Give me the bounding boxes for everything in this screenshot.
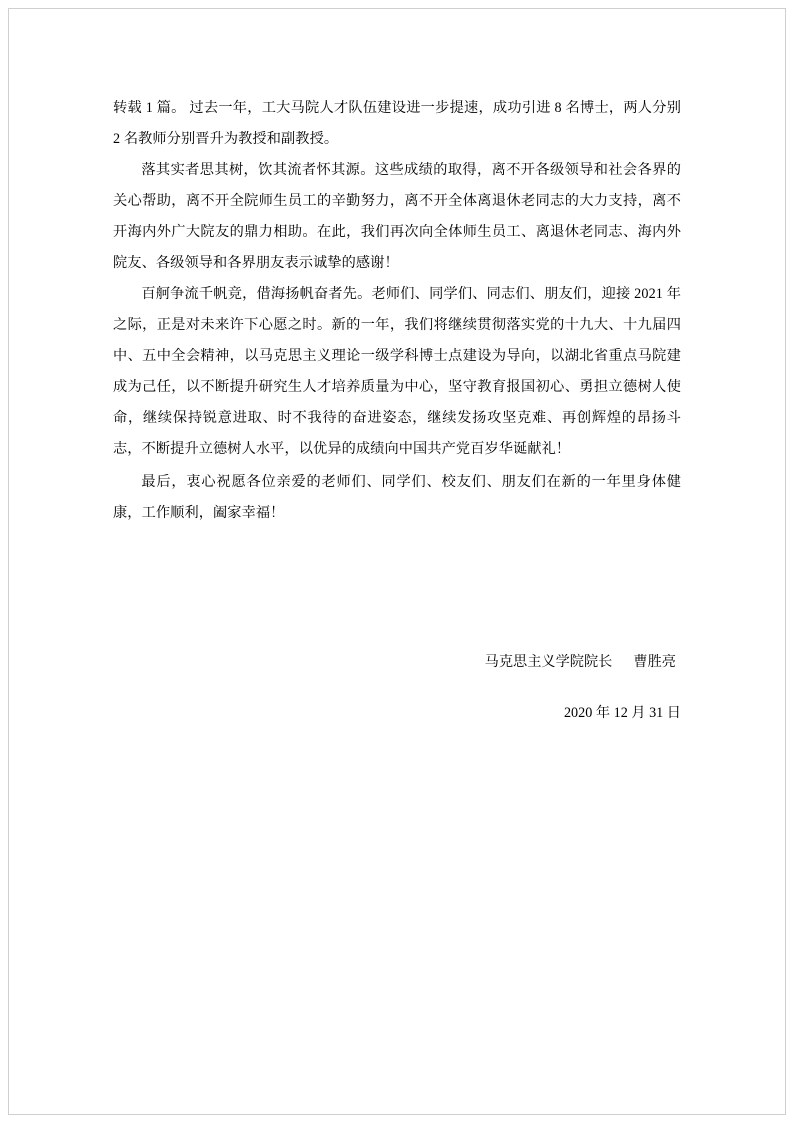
- paragraph-thanks: 落其实者思其树，饮其流者怀其源。这些成绩的取得，离不开各级领导和社会各界的关心帮助，离不开全院师生员工的辛勤努力，离不开全体离退休老同志的大力支持，离不开海内外广大院友的鼎力相助。在此，我们再次向全体师生员工、离退休老同志、海内外院友、各级领导和各界朋友表示诚挚的感谢！: [113, 162, 681, 271]
- paragraph-outlook: 百舸争流千帆竞，借海扬帆奋者先。老师们、同学们、同志们、朋友们，迎接 2021 年之际，正是对未来许下心愿之时。新的一年，我们将继续贯彻落实党的十九大、十九届四中、五中全会精神，以马克思主义理论一级学科博士点建设为导向，以湖北省重点马院建成为己任，以不断提升研究生人才培养质量为中心，坚守教育报国初心、勇担立德树人使命，继续保持锐意进取、时不我待的奋进姿态，继续发扬攻坚克难、再创辉煌的昂扬斗志，不断提升立德树人水平，以优异的成绩向中国共产党百岁华诞献礼！: [113, 286, 681, 457]
- signature-title: 马克思主义学院院长: [484, 654, 613, 670]
- signature-date: 2020 年 12 月 31 日: [563, 705, 681, 721]
- signature-name: 曹胜亮: [633, 654, 676, 670]
- signature-block: [113, 647, 681, 729]
- paragraph-wishes: 最后，衷心祝愿各位亲爱的老师们、同学们、校友们、朋友们在新的一年里身体健康，工作顺利，阖家幸福！: [113, 474, 681, 521]
- signature-title-name: [113, 647, 681, 678]
- document-body: [113, 93, 681, 729]
- paragraph-achievements-intro: 转载 1 篇。 过去一年，工大马院人才队伍建设进一步提速，成功引进 8 名博士，两人分别 2 名教师分别晋升为教授和副教授。: [113, 100, 681, 147]
